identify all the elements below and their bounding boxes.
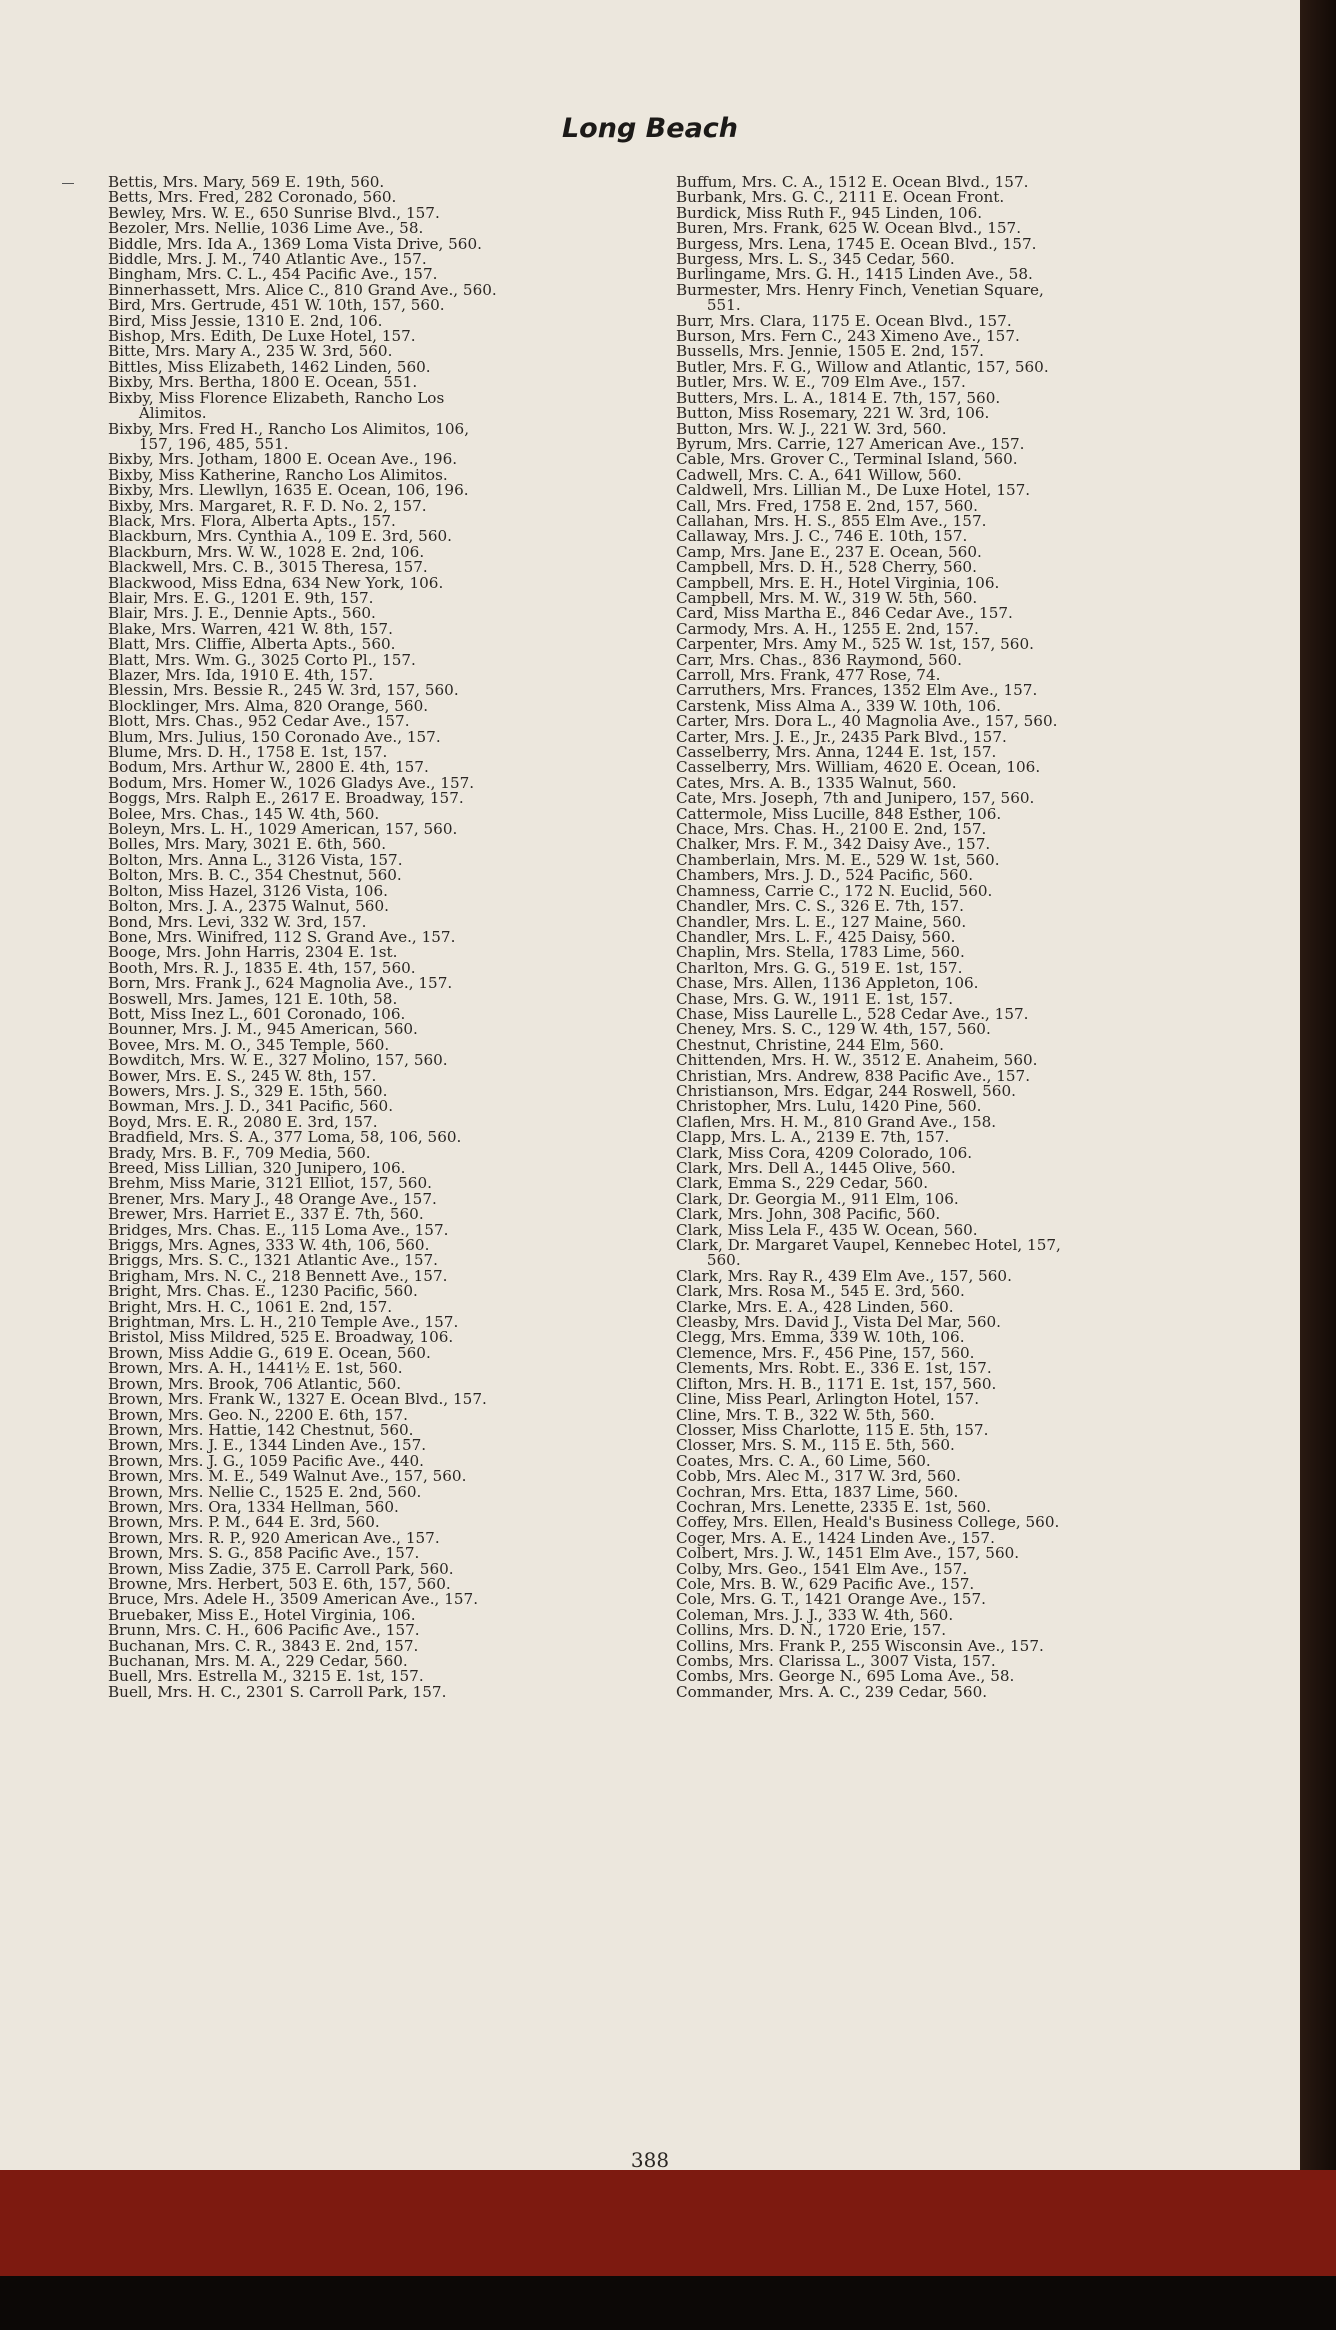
directory-entry: Clapp, Mrs. L. A., 2139 E. 7th, 157. bbox=[676, 1128, 950, 1147]
directory-entry: 551. bbox=[702, 296, 741, 315]
directory-entry: Blatt, Mrs. Cliffie, Alberta Apts., 560. bbox=[108, 635, 396, 654]
directory-entry: Chittenden, Mrs. H. W., 3512 E. Anaheim, 560. bbox=[676, 1051, 1038, 1070]
directory-entry: Brehm, Miss Marie, 3121 Elliot, 157, 560. bbox=[108, 1174, 432, 1193]
directory-entry: Cole, Mrs. G. T., 1421 Orange Ave., 157. bbox=[676, 1590, 986, 1609]
directory-entry: Clements, Mrs. Robt. E., 336 E. 1st, 157. bbox=[676, 1359, 992, 1378]
directory-entry: Chamness, Carrie C., 172 N. Euclid, 560. bbox=[676, 881, 993, 900]
directory-entry: Camp, Mrs. Jane E., 237 E. Ocean, 560. bbox=[676, 542, 982, 561]
directory-entry: Buren, Mrs. Frank, 625 W. Ocean Blvd., 157. bbox=[676, 219, 1022, 238]
directory-entry: Brunn, Mrs. C. H., 606 Pacific Ave., 157. bbox=[108, 1621, 420, 1640]
directory-entry: Bradfield, Mrs. S. A., 377 Loma, 58, 106, 560. bbox=[108, 1128, 462, 1147]
directory-entry: Christianson, Mrs. Edgar, 244 Roswell, 560. bbox=[676, 1081, 1016, 1100]
directory-entry: Bezoler, Mrs. Nellie, 1036 Lime Ave., 58. bbox=[108, 219, 424, 238]
directory-entry: Cline, Mrs. T. B., 322 W. 5th, 560. bbox=[676, 1405, 935, 1424]
directory-entry: Biddle, Mrs. J. M., 740 Atlantic Ave., 157. bbox=[108, 250, 427, 269]
directory-entry: Bowman, Mrs. J. D., 341 Pacific, 560. bbox=[108, 1097, 394, 1116]
directory-entry: Blocklinger, Mrs. Alma, 820 Orange, 560. bbox=[108, 696, 429, 715]
directory-entry: Cole, Mrs. B. W., 629 Pacific Ave., 157. bbox=[676, 1574, 975, 1593]
directory-entry: Burgess, Mrs. Lena, 1745 E. Ocean Blvd., 157. bbox=[676, 234, 1037, 253]
directory-entry: Burlingame, Mrs. G. H., 1415 Linden Ave., 58. bbox=[676, 265, 1033, 284]
directory-entry: Casselberry, Mrs. William, 4620 E. Ocean, 106. bbox=[676, 758, 1041, 777]
directory-entry: Boswell, Mrs. James, 121 E. 10th, 58. bbox=[108, 989, 398, 1008]
directory-entry: Cheney, Mrs. S. C., 129 W. 4th, 157, 560. bbox=[676, 1020, 991, 1039]
directory-entry: Commander, Mrs. A. C., 239 Cedar, 560. bbox=[676, 1682, 988, 1701]
directory-entry: Bettis, Mrs. Mary, 569 E. 19th, 560. bbox=[108, 173, 385, 191]
directory-entry: Clarke, Mrs. E. A., 428 Linden, 560. bbox=[676, 1297, 954, 1316]
directory-entry: Colby, Mrs. Geo., 1541 Elm Ave., 157. bbox=[676, 1559, 968, 1578]
directory-entry: Born, Mrs. Frank J., 624 Magnolia Ave., 157. bbox=[108, 974, 453, 993]
directory-entry: Bower, Mrs. E. S., 245 W. 8th, 157. bbox=[108, 1066, 377, 1085]
directory-entry: Bixby, Mrs. Jotham, 1800 E. Ocean Ave., 196. bbox=[108, 450, 458, 469]
directory-entry: Caldwell, Mrs. Lillian M., De Luxe Hotel, 157. bbox=[676, 481, 1031, 500]
directory-entry: Brady, Mrs. B. F., 709 Media, 560. bbox=[108, 1143, 371, 1162]
directory-entry: Browne, Mrs. Herbert, 503 E. 6th, 157, 560. bbox=[108, 1574, 451, 1593]
directory-entry: Callaway, Mrs. J. C., 746 E. 10th, 157. bbox=[676, 527, 968, 546]
directory-entry: Chamberlain, Mrs. M. E., 529 W. 1st, 560. bbox=[676, 850, 1000, 869]
directory-entry: Burgess, Mrs. L. S., 345 Cedar, 560. bbox=[676, 250, 955, 269]
directory-entry: Combs, Mrs. Clarissa L., 3007 Vista, 157. bbox=[676, 1652, 996, 1670]
directory-entry: Burdick, Miss Ruth F., 945 Linden, 106. bbox=[676, 203, 983, 222]
directory-entry: Clark, Mrs. Ray R., 439 Elm Ave., 157, 560. bbox=[676, 1266, 1012, 1285]
directory-entry: Bone, Mrs. Winifred, 112 S. Grand Ave., 157. bbox=[108, 927, 456, 946]
directory-entry: Brown, Mrs. Hattie, 142 Chestnut, 560. bbox=[108, 1420, 414, 1439]
directory-entry: Bright, Mrs. H. C., 1061 E. 2nd, 157. bbox=[108, 1297, 393, 1316]
background-strip bbox=[0, 2276, 1336, 2330]
directory-entry: Blackwell, Mrs. C. B., 3015 Theresa, 157. bbox=[108, 558, 428, 577]
directory-entry: Bruebaker, Miss E., Hotel Virginia, 106. bbox=[108, 1605, 416, 1624]
directory-entry: Brown, Miss Addie G., 619 E. Ocean, 560. bbox=[108, 1343, 431, 1362]
directory-entry: Biddle, Mrs. Ida A., 1369 Loma Vista Drive, 560. bbox=[108, 234, 482, 253]
directory-entry: Bixby, Miss Katherine, Rancho Los Alimitos. bbox=[108, 465, 448, 484]
directory-entry: Bright, Mrs. Chas. E., 1230 Pacific, 560. bbox=[108, 1282, 418, 1301]
directory-entry: Carmody, Mrs. A. H., 1255 E. 2nd, 157. bbox=[676, 619, 979, 638]
directory-entry: Button, Miss Rosemary, 221 W. 3rd, 106. bbox=[676, 404, 990, 423]
directory-entry: Clifton, Mrs. H. B., 1171 E. 1st, 157, 560. bbox=[676, 1374, 997, 1393]
directory-entry: Buell, Mrs. H. C., 2301 S. Carroll Park, 157. bbox=[108, 1682, 447, 1701]
directory-entry: Buffum, Mrs. C. A., 1512 E. Ocean Blvd., 157. bbox=[676, 173, 1029, 191]
directory-entry: Bixby, Mrs. Bertha, 1800 E. Ocean, 551. bbox=[108, 373, 418, 392]
directory-entry: Bussells, Mrs. Jennie, 1505 E. 2nd, 157. bbox=[676, 342, 984, 361]
directory-entry: Blessin, Mrs. Bessie R., 245 W. 3rd, 157, 560. bbox=[108, 681, 459, 700]
directory-entry: Bolee, Mrs. Chas., 145 W. 4th, 560. bbox=[108, 804, 380, 823]
directory-entry: Blazer, Mrs. Ida, 1910 E. 4th, 157. bbox=[108, 666, 374, 684]
directory-entry: Blackwood, Miss Edna, 634 New York, 106. bbox=[108, 573, 444, 592]
directory-entry: Carstenk, Miss Alma A., 339 W. 10th, 106. bbox=[676, 696, 1001, 715]
directory-entry: Briggs, Mrs. Agnes, 333 W. 4th, 106, 560. bbox=[108, 1236, 430, 1255]
directory-entry: Carroll, Mrs. Frank, 477 Rose, 74. bbox=[676, 666, 941, 684]
directory-entry: Bolles, Mrs. Mary, 3021 E. 6th, 560. bbox=[108, 835, 387, 854]
directory-entry: Cochran, Mrs. Lenette, 2335 E. 1st, 560. bbox=[676, 1497, 992, 1516]
directory-entry: Blum, Mrs. Julius, 150 Coronado Ave., 157. bbox=[108, 727, 441, 746]
directory-entry: Bixby, Miss Florence Elizabeth, Rancho Los bbox=[108, 388, 445, 407]
directory-entry: Chandler, Mrs. C. S., 326 E. 7th, 157. bbox=[676, 897, 964, 916]
directory-entry: Clark, Miss Lela F., 435 W. Ocean, 560. bbox=[676, 1220, 978, 1239]
directory-entry: Buell, Mrs. Estrella M., 3215 E. 1st, 157. bbox=[108, 1667, 424, 1686]
directory-entry: Carter, Mrs. J. E., Jr., 2435 Park Blvd., 157. bbox=[676, 727, 1007, 746]
directory-entry: Cobb, Mrs. Alec M., 317 W. 3rd, 560. bbox=[676, 1467, 961, 1486]
directory-entry: Bristol, Miss Mildred, 525 E. Broadway, 106. bbox=[108, 1328, 454, 1347]
directory-entry: Brigham, Mrs. N. C., 218 Bennett Ave., 157. bbox=[108, 1266, 448, 1285]
directory-entry: Chase, Mrs. G. W., 1911 E. 1st, 157. bbox=[676, 989, 954, 1008]
directory-entry: Clegg, Mrs. Emma, 339 W. 10th, 106. bbox=[676, 1328, 965, 1347]
directory-entry: Chase, Miss Laurelle L., 528 Cedar Ave., 157. bbox=[676, 1004, 1029, 1023]
directory-entry: Clark, Mrs. Dell A., 1445 Olive, 560. bbox=[676, 1159, 956, 1177]
directory-entry: Alimitos. bbox=[134, 404, 207, 423]
page-number: 388 bbox=[630, 2148, 670, 2170]
directory-entry: 560. bbox=[702, 1251, 741, 1270]
directory-entry: Bixby, Mrs. Llewllyn, 1635 E. Ocean, 106, 196. bbox=[108, 481, 469, 500]
directory-entry: Brown, Mrs. Ora, 1334 Hellman, 560. bbox=[108, 1497, 399, 1516]
directory-entry: Bodum, Mrs. Homer W., 1026 Gladys Ave., 157. bbox=[108, 773, 475, 792]
directory-entry: Burr, Mrs. Clara, 1175 E. Ocean Blvd., 157. bbox=[676, 311, 1012, 330]
directory-entry: Briggs, Mrs. S. C., 1321 Atlantic Ave., 157. bbox=[108, 1251, 439, 1270]
left-column bbox=[108, 175, 678, 1700]
directory-entry: Charlton, Mrs. G. G., 519 E. 1st, 157. bbox=[676, 958, 963, 977]
directory-entry: Black, Mrs. Flora, Alberta Apts., 157. bbox=[108, 511, 396, 530]
directory-entry: Blume, Mrs. D. H., 1758 E. 1st, 157. bbox=[108, 743, 388, 762]
directory-entry: Colbert, Mrs. J. W., 1451 Elm Ave., 157, 560. bbox=[676, 1544, 1020, 1563]
directory-entry: Bewley, Mrs. W. E., 650 Sunrise Blvd., 157. bbox=[108, 203, 440, 222]
directory-entry: Butters, Mrs. L. A., 1814 E. 7th, 157, 560. bbox=[676, 388, 1001, 407]
directory-entry: Bitte, Mrs. Mary A., 235 W. 3rd, 560. bbox=[108, 342, 393, 361]
directory-entry: Bingham, Mrs. C. L., 454 Pacific Ave., 157. bbox=[108, 265, 438, 284]
directory-entry: Casselberry, Mrs. Anna, 1244 E. 1st, 157. bbox=[676, 743, 997, 762]
directory-entry: Boggs, Mrs. Ralph E., 2617 E. Broadway, 157. bbox=[108, 789, 464, 808]
directory-entry: 157, 196, 485, 551. bbox=[134, 434, 289, 453]
directory-entry: Burbank, Mrs. G. C., 2111 E. Ocean Front. bbox=[676, 188, 1005, 207]
directory-entry: Chace, Mrs. Chas. H., 2100 E. 2nd, 157. bbox=[676, 820, 987, 839]
directory-entry: Brown, Mrs. A. H., 1441½ E. 1st, 560. bbox=[108, 1359, 403, 1378]
directory-entry: Bird, Miss Jessie, 1310 E. 2nd, 106. bbox=[108, 311, 383, 330]
right-column bbox=[676, 175, 1276, 1700]
directory-entry: Chalker, Mrs. F. M., 342 Daisy Ave., 157. bbox=[676, 835, 991, 854]
directory-entry: Coates, Mrs. C. A., 60 Lime, 560. bbox=[676, 1451, 931, 1470]
directory-entry: Brown, Miss Zadie, 375 E. Carroll Park, 560. bbox=[108, 1559, 454, 1578]
directory-entry: Christopher, Mrs. Lulu, 1420 Pine, 560. bbox=[676, 1097, 982, 1116]
directory-entry: Cattermole, Miss Lucille, 848 Esther, 106. bbox=[676, 804, 1002, 823]
directory-entry: Cline, Miss Pearl, Arlington Hotel, 157. bbox=[676, 1390, 980, 1409]
directory-entry: Blair, Mrs. E. G., 1201 E. 9th, 157. bbox=[108, 588, 374, 607]
directory-entry: Bridges, Mrs. Chas. E., 115 Loma Ave., 157. bbox=[108, 1220, 449, 1239]
book-spine bbox=[1300, 0, 1336, 2330]
directory-entry: Bolton, Miss Hazel, 3126 Vista, 106. bbox=[108, 881, 388, 900]
directory-entry: Clark, Dr. Margaret Vaupel, Kennebec Hotel, 157, bbox=[676, 1236, 1061, 1255]
directory-entry: Bird, Mrs. Gertrude, 451 W. 10th, 157, 560. bbox=[108, 296, 445, 315]
directory-entry: Booth, Mrs. R. J., 1835 E. 4th, 157, 560. bbox=[108, 958, 416, 977]
directory-entry: Clark, Emma S., 229 Cedar, 560. bbox=[676, 1174, 929, 1193]
directory-entry: Bolton, Mrs. J. A., 2375 Walnut, 560. bbox=[108, 897, 389, 916]
directory-entry: Chandler, Mrs. L. E., 127 Maine, 560. bbox=[676, 912, 967, 931]
directory-entry: Clemence, Mrs. F., 456 Pine, 157, 560. bbox=[676, 1343, 975, 1362]
directory-entry: Cadwell, Mrs. C. A., 641 Willow, 560. bbox=[676, 465, 962, 484]
directory-entry: Cate, Mrs. Joseph, 7th and Junipero, 157, 560. bbox=[676, 789, 1035, 808]
directory-entry: Buchanan, Mrs. C. R., 3843 E. 2nd, 157. bbox=[108, 1636, 419, 1655]
directory-entry: Cochran, Mrs. Etta, 1837 Lime, 560. bbox=[676, 1482, 959, 1501]
directory-entry: Bolton, Mrs. Anna L., 3126 Vista, 157. bbox=[108, 850, 403, 869]
directory-entry: Blackburn, Mrs. Cynthia A., 109 E. 3rd, 560. bbox=[108, 527, 452, 546]
directory-entry: Blott, Mrs. Chas., 952 Cedar Ave., 157. bbox=[108, 712, 410, 731]
directory-entry: Chandler, Mrs. L. F., 425 Daisy, 560. bbox=[676, 927, 956, 946]
directory-entry: Carr, Mrs. Chas., 836 Raymond, 560. bbox=[676, 650, 962, 669]
directory-entry: Blackburn, Mrs. W. W., 1028 E. 2nd, 106. bbox=[108, 542, 425, 561]
directory-entry: Bodum, Mrs. Arthur W., 2800 E. 4th, 157. bbox=[108, 758, 429, 777]
directory-entry: Brown, Mrs. R. P., 920 American Ave., 157. bbox=[108, 1528, 440, 1547]
directory-entry: Bolton, Mrs. B. C., 354 Chestnut, 560. bbox=[108, 866, 402, 885]
directory-entry: Coger, Mrs. A. E., 1424 Linden Ave., 157. bbox=[676, 1528, 995, 1547]
directory-entry: Bott, Miss Inez L., 601 Coronado, 106. bbox=[108, 1004, 406, 1023]
directory-entry: Campbell, Mrs. D. H., 528 Cherry, 560. bbox=[676, 558, 977, 577]
directory-entry: Brown, Mrs. J. E., 1344 Linden Ave., 157. bbox=[108, 1436, 427, 1455]
directory-entry: Brown, Mrs. P. M., 644 E. 3rd, 560. bbox=[108, 1513, 380, 1532]
directory-entry: Breed, Miss Lillian, 320 Junipero, 106. bbox=[108, 1159, 406, 1177]
margin-mark bbox=[62, 183, 74, 184]
directory-entry: Brown, Mrs. Brook, 706 Atlantic, 560. bbox=[108, 1374, 402, 1393]
directory-entry: Collins, Mrs. D. N., 1720 Erie, 157. bbox=[676, 1621, 947, 1640]
directory-entry: Blair, Mrs. J. E., Dennie Apts., 560. bbox=[108, 604, 376, 623]
directory-entry: Claflen, Mrs. H. M., 810 Grand Ave., 158. bbox=[676, 1112, 997, 1131]
directory-entry: Chaplin, Mrs. Stella, 1783 Lime, 560. bbox=[676, 943, 965, 962]
directory-entry: Chestnut, Christine, 244 Elm, 560. bbox=[676, 1035, 944, 1054]
directory-entry: Bowditch, Mrs. W. E., 327 Molino, 157, 560. bbox=[108, 1051, 448, 1070]
directory-entry: Carpenter, Mrs. Amy M., 525 W. 1st, 157, 560. bbox=[676, 635, 1034, 654]
directory-entry: Clark, Miss Cora, 4209 Colorado, 106. bbox=[676, 1143, 973, 1162]
directory-entry: Boleyn, Mrs. L. H., 1029 American, 157, 560. bbox=[108, 820, 458, 839]
directory-entry: Closser, Miss Charlotte, 115 E. 5th, 157. bbox=[676, 1420, 989, 1439]
directory-entry: Brener, Mrs. Mary J., 48 Orange Ave., 157. bbox=[108, 1189, 437, 1208]
directory-entry: Combs, Mrs. George N., 695 Loma Ave., 58. bbox=[676, 1667, 1015, 1686]
directory-entry: Brown, Mrs. Frank W., 1327 E. Ocean Blvd., 157. bbox=[108, 1390, 487, 1409]
directory-entry: Brown, Mrs. Geo. N., 2200 E. 6th, 157. bbox=[108, 1405, 408, 1424]
directory-entry: Clark, Dr. Georgia M., 911 Elm, 106. bbox=[676, 1189, 959, 1208]
directory-entry: Campbell, Mrs. M. W., 319 W. 5th, 560. bbox=[676, 588, 978, 607]
directory-entry: Brown, Mrs. J. G., 1059 Pacific Ave., 440. bbox=[108, 1451, 425, 1470]
directory-entry: Coleman, Mrs. J. J., 333 W. 4th, 560. bbox=[676, 1605, 954, 1624]
directory-entry: Carruthers, Mrs. Frances, 1352 Elm Ave., 157. bbox=[676, 681, 1038, 700]
directory-entry: Butler, Mrs. W. E., 709 Elm Ave., 157. bbox=[676, 373, 966, 392]
directory-entry: Bounner, Mrs. J. M., 945 American, 560. bbox=[108, 1020, 418, 1039]
directory-entry: Callahan, Mrs. H. S., 855 Elm Ave., 157. bbox=[676, 511, 987, 530]
directory-entry: Bowers, Mrs. J. S., 329 E. 15th, 560. bbox=[108, 1081, 388, 1100]
directory-entry: Cleasby, Mrs. David J., Vista Del Mar, 560. bbox=[676, 1313, 1001, 1332]
directory-entry: Clark, Mrs. John, 308 Pacific, 560. bbox=[676, 1205, 941, 1224]
directory-entry: Booge, Mrs. John Harris, 2304 E. 1st. bbox=[108, 943, 398, 962]
directory-entry: Bruce, Mrs. Adele H., 3509 American Ave., 157. bbox=[108, 1590, 479, 1609]
directory-entry: Burmester, Mrs. Henry Finch, Venetian Square, bbox=[676, 280, 1044, 299]
directory-entry: Card, Miss Martha E., 846 Cedar Ave., 157. bbox=[676, 604, 1013, 623]
directory-entry: Bixby, Mrs. Margaret, R. F. D. No. 2, 157. bbox=[108, 496, 427, 515]
directory-entry: Blatt, Mrs. Wm. G., 3025 Corto Pl., 157. bbox=[108, 650, 416, 669]
page-header: Long Beach bbox=[561, 113, 739, 144]
directory-entry: Bond, Mrs. Levi, 332 W. 3rd, 157. bbox=[108, 912, 367, 931]
directory-entry: Bovee, Mrs. M. O., 345 Temple, 560. bbox=[108, 1035, 390, 1054]
directory-entry: Brown, Mrs. M. E., 549 Walnut Ave., 157, 560. bbox=[108, 1467, 467, 1486]
directory-entry: Cates, Mrs. A. B., 1335 Walnut, 560. bbox=[676, 773, 957, 792]
directory-entry: Chambers, Mrs. J. D., 524 Pacific, 560. bbox=[676, 866, 974, 885]
directory-entry: Bixby, Mrs. Fred H., Rancho Los Alimitos, 106, bbox=[108, 419, 470, 438]
directory-entry: Collins, Mrs. Frank P., 255 Wisconsin Ave., 157. bbox=[676, 1636, 1044, 1655]
directory-entry: Bishop, Mrs. Edith, De Luxe Hotel, 157. bbox=[108, 327, 416, 346]
directory-entry: Buchanan, Mrs. M. A., 229 Cedar, 560. bbox=[108, 1652, 408, 1670]
directory-entry: Carter, Mrs. Dora L., 40 Magnolia Ave., 157, 560. bbox=[676, 712, 1058, 731]
directory-entry: Clark, Mrs. Rosa M., 545 E. 3rd, 560. bbox=[676, 1282, 965, 1301]
directory-entry: Brown, Mrs. S. G., 858 Pacific Ave., 157. bbox=[108, 1544, 420, 1563]
directory-entry: Blake, Mrs. Warren, 421 W. 8th, 157. bbox=[108, 619, 393, 638]
directory-entry: Brightman, Mrs. L. H., 210 Temple Ave., 157. bbox=[108, 1313, 459, 1332]
directory-entry: Bittles, Miss Elizabeth, 1462 Linden, 560. bbox=[108, 357, 431, 376]
directory-entry: Call, Mrs. Fred, 1758 E. 2nd, 157, 560. bbox=[676, 496, 978, 515]
directory-entry: Byrum, Mrs. Carrie, 127 American Ave., 157. bbox=[676, 434, 1025, 453]
directory-entry: Binnerhassett, Mrs. Alice C., 810 Grand Ave., 560. bbox=[108, 280, 497, 299]
directory-entry: Christian, Mrs. Andrew, 838 Pacific Ave., 157. bbox=[676, 1066, 1031, 1085]
directory-entry: Coffey, Mrs. Ellen, Heald's Business College, 560. bbox=[676, 1513, 1060, 1532]
directory-entry: Burson, Mrs. Fern C., 243 Ximeno Ave., 157. bbox=[676, 327, 1020, 346]
directory-entry: Brewer, Mrs. Harriet E., 337 E. 7th, 560. bbox=[108, 1205, 424, 1224]
directory-entry: Cable, Mrs. Grover C., Terminal Island, 560. bbox=[676, 450, 1018, 469]
directory-entry: Betts, Mrs. Fred, 282 Coronado, 560. bbox=[108, 188, 397, 207]
directory-entry: Closser, Mrs. S. M., 115 E. 5th, 560. bbox=[676, 1436, 955, 1455]
directory-entry: Brown, Mrs. Nellie C., 1525 E. 2nd, 560. bbox=[108, 1482, 422, 1501]
directory-entry: Chase, Mrs. Allen, 1136 Appleton, 106. bbox=[676, 974, 979, 993]
directory-entry: Button, Mrs. W. J., 221 W. 3rd, 560. bbox=[676, 419, 947, 438]
directory-entry: Campbell, Mrs. E. H., Hotel Virginia, 106. bbox=[676, 573, 1000, 592]
directory-entry: Boyd, Mrs. E. R., 2080 E. 3rd, 157. bbox=[108, 1112, 378, 1131]
directory-entry: Butler, Mrs. F. G., Willow and Atlantic, 157, 560. bbox=[676, 357, 1049, 376]
